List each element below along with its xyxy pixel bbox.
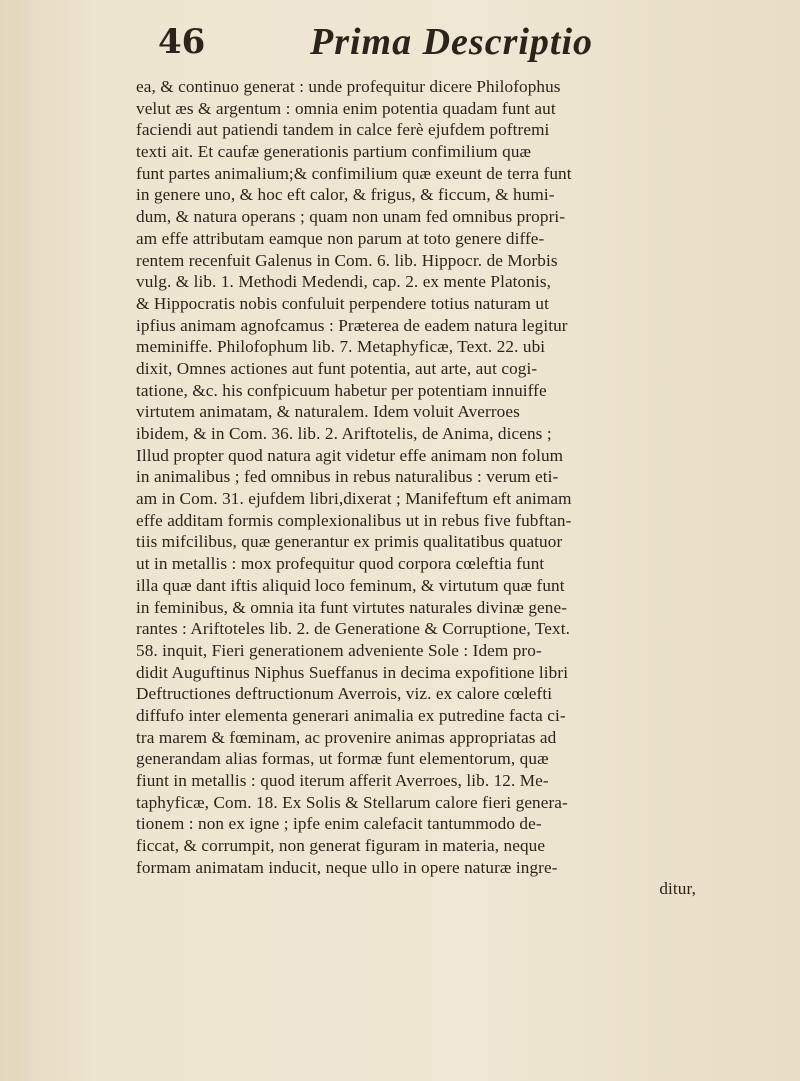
page-header	[150, 18, 670, 68]
text-line: & Hippocratis nobis confuluit perpendere totius naturam ut	[136, 293, 549, 313]
text-line: ditur,	[659, 879, 696, 899]
text-line: formam animatam inducit, neque ullo in opere naturæ ingre-	[136, 857, 558, 877]
text-line: Illud propter quod natura agit videtur effe animam non folum	[136, 445, 564, 465]
text-line: generandam alias formas, ut formæ funt elementorum, quæ	[136, 749, 549, 769]
text-line: tiis mifcilibus, quæ generantur ex primis qualitatibus quatuor	[136, 532, 563, 552]
text-line: funt partes animalium;& confimilium quæ exeunt de terra funt	[136, 163, 572, 183]
text-line: dixit, Omnes actiones aut funt potentia, aut arte, aut cogi-	[136, 358, 538, 378]
text-line: diffufo inter elementa generari animalia ex putredine facta ci-	[136, 705, 566, 725]
text-line: tra marem & fœminam, ac provenire animas appropriatas ad	[136, 727, 557, 747]
text-line: tatione, &c. his confpicuum habetur per potentiam innuiffe	[136, 380, 547, 400]
text-line: ea, & continuo generat : unde profequitur dicere Philofophus	[136, 77, 561, 96]
text-line: rantes : Ariftoteles lib. 2. de Generatione & Corruptione, Text.	[136, 619, 570, 639]
text-line: am in Com. 31. ejufdem libri,dixerat ; Manifeftum eft animam	[136, 489, 572, 509]
text-line: ipfius animam agnofcamus : Præterea de eadem natura legitur	[136, 315, 568, 335]
text-line: ut in metallis : mox profequitur quod corpora cœleftia funt	[136, 554, 545, 574]
text-line: dum, & natura operans ; quam non unam fed omnibus propri-	[136, 207, 566, 227]
text-line: meminiffe. Philofophum lib. 7. Metaphyficæ, Text. 22. ubi	[136, 337, 546, 357]
text-line: ficcat, & corrumpit, non generat figuram in materia, neque	[136, 836, 546, 856]
text-line: faciendi aut patiendi tandem in calce ferè ejufdem poftremi	[136, 120, 550, 140]
text-line: in feminibus, & omnia ita funt virtutes naturales divinæ gene-	[136, 597, 568, 617]
text-line: velut æs & argentum : omnia enim potentia quadam funt aut	[136, 98, 556, 118]
text-line: am effe attributam eamque non parum at toto genere diffe-	[136, 228, 545, 248]
running-title: Prima Descriptio	[310, 21, 594, 63]
page-number: 46	[158, 22, 206, 62]
text-line: texti ait. Et caufæ generationis partium confimilium quæ	[136, 142, 532, 162]
text-line: didit Auguftinus Niphus Sueffanus in decima expofitione libri	[136, 662, 569, 682]
text-line: tionem : non ex igne ; ipfe enim calefacit tantummodo de-	[136, 814, 542, 834]
text-line: ibidem, & in Com. 36. lib. 2. Ariftotelis, de Anima, dicens ;	[136, 424, 552, 443]
text-line: rentem recenfuit Galenus in Com. 6. lib. Hippocr. de Morbis	[136, 250, 558, 270]
body-text	[136, 76, 696, 900]
text-line: virtutem animatam, & naturalem. Idem voluit Averroes	[136, 402, 520, 422]
text-line: in animalibus ; fed omnibus in rebus naturalibus : verum eti-	[136, 467, 559, 487]
text-line: vulg. & lib. 1. Methodi Medendi, cap. 2. ex mente Platonis,	[136, 272, 552, 292]
text-line: 58. inquit, Fieri generationem adveniente Sole : Idem pro-	[136, 640, 542, 660]
text-line: fiunt in metallis : quod iterum afferit Averroes, lib. 12. Me-	[136, 771, 549, 790]
text-line: effe additam formis complexionalibus ut in rebus five fubftan-	[136, 510, 572, 530]
text-line: illa quæ dant iftis aliquid loco feminum, & virtutum quæ funt	[136, 575, 565, 595]
text-line: in genere uno, & hoc eft calor, & frigus, & ficcum, & humi-	[136, 185, 555, 205]
text-line: taphyficæ, Com. 18. Ex Solis & Stellarum calore fieri genera-	[136, 792, 568, 812]
text-line: Deftructiones deftructionum Averrois, viz. ex calore cœlefti	[136, 684, 553, 704]
